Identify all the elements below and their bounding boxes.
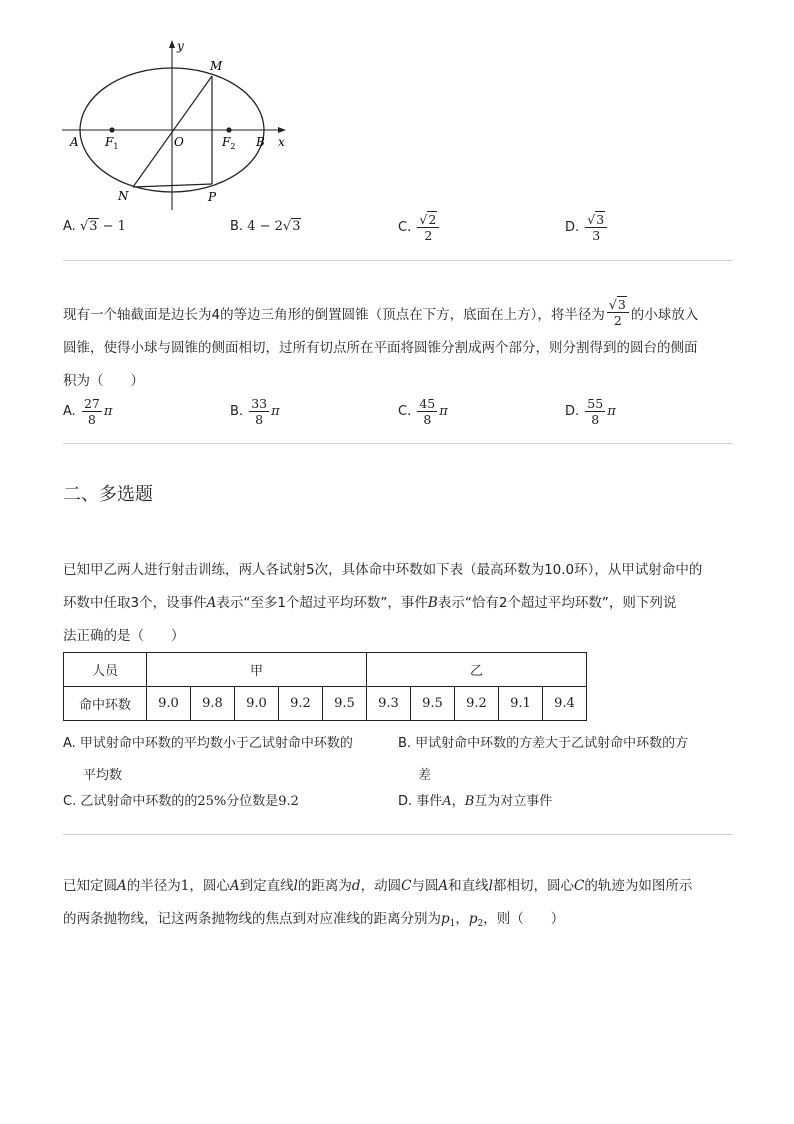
fraction: $\frac{27}{8}$ [83, 396, 100, 427]
q2-line-2: 圆锥，使得小球与圆锥的侧面相切，过所有切点所在平面将圆锥分割成两个部分，则分割得到的圆台的侧面 [63, 340, 698, 356]
option-math: 9.2 [278, 794, 299, 809]
divider [63, 443, 733, 444]
y-axis-arrow [169, 40, 175, 48]
option-math: B [464, 794, 475, 809]
divider [63, 834, 733, 835]
fraction: $\frac{55}{8}$ [587, 396, 604, 427]
table-header-cell: 乙 [367, 653, 587, 687]
label-m: M [210, 59, 223, 73]
pi-symbol: π [439, 404, 448, 419]
table-cell: 9.4 [543, 687, 587, 721]
table-header-row [64, 653, 587, 687]
pi-symbol: π [271, 404, 280, 419]
divider [63, 260, 733, 261]
table-cell: 9.0 [235, 687, 279, 721]
table-row-label: 命中环数 [64, 687, 147, 721]
pi-symbol: π [607, 404, 616, 419]
q3-stem [63, 554, 743, 653]
option-text: ， [451, 794, 465, 809]
option-text: 分位数是 [226, 794, 279, 809]
q2-option-c[interactable] [398, 396, 448, 427]
fraction: $\frac{√3}{3}$ [585, 212, 607, 243]
label-n: N [118, 189, 129, 203]
label-a: A [70, 135, 79, 149]
q3-line-3: 法正确的是（ ） [63, 628, 185, 644]
option-letter: C. [398, 220, 412, 235]
option-text: A. 甲试射命中环数的平均数小于乙试射命中环数的 [63, 736, 353, 751]
option-tail: − 1 [98, 219, 126, 234]
option-math: 25% [197, 794, 227, 809]
q1-option-d[interactable] [565, 212, 609, 243]
table-row [64, 687, 587, 721]
q2-text-2: 的小球放入 [630, 307, 699, 323]
score-table [63, 652, 587, 721]
fraction: $\frac{√2}{2}$ [417, 212, 439, 243]
option-text: 平均数 [83, 768, 123, 783]
q2-stem [63, 298, 743, 398]
q3-line-2: 环数中任取3个，设事件A表示“至多1个超过平均环数”，事件B表示“恰有2个超过平均环数”，则下列说 [63, 595, 677, 611]
q1-option-c[interactable] [398, 212, 441, 243]
table-cell: 9.3 [367, 687, 411, 721]
q1-option-b[interactable] [230, 219, 301, 234]
label-x: x [278, 135, 285, 149]
sqrt-expr: √3 [79, 219, 98, 234]
table-cell: 9.2 [455, 687, 499, 721]
ellipse-figure [60, 38, 300, 214]
option-math: A [442, 794, 452, 809]
label-p: P [208, 190, 217, 204]
label-y: y [177, 39, 184, 53]
q4-line-2: 的两条抛物线，记这两条抛物线的焦点到对应准线的距离分别为$p_1$，$p_2$，则（ ） [63, 911, 565, 929]
table-cell: 9.0 [147, 687, 191, 721]
table-cell: 9.1 [499, 687, 543, 721]
option-letter: D. [565, 220, 580, 235]
option-text: 差 [418, 768, 432, 783]
q1-option-a[interactable] [63, 219, 126, 234]
focus-f2-dot [226, 127, 231, 132]
q3-line-1: 已知甲乙两人进行射击训练，两人各试射5次，具体命中环数如下表（最高环数为10.0环），从甲试射命中的 [63, 562, 703, 578]
focus-f1-dot [109, 127, 114, 132]
pi-symbol: π [103, 404, 113, 419]
table-cell: 9.5 [323, 687, 367, 721]
option-text: D. 事件 [398, 794, 443, 809]
fraction: $\frac{33}{8}$ [251, 396, 268, 427]
q3-option-b[interactable] [398, 728, 688, 792]
q2-line-3: 积为（ ） [63, 373, 144, 389]
q3-option-a[interactable] [63, 728, 353, 792]
section-title: 二、多选题 [63, 484, 153, 505]
q2-option-a[interactable] [63, 396, 112, 427]
option-text: 互为对立事件 [474, 794, 553, 809]
option-letter: A. [63, 404, 76, 419]
label-b: B [256, 135, 265, 149]
q2-option-b[interactable] [230, 396, 280, 427]
label-o: O [174, 135, 184, 149]
q2-option-d[interactable] [565, 396, 616, 427]
table-header-cell: 甲 [147, 653, 367, 687]
radius-fraction: $\frac{√3}{2}$ [607, 297, 629, 328]
table-cell: 9.5 [411, 687, 455, 721]
table-cell: 9.2 [279, 687, 323, 721]
q3-option-c[interactable] [63, 792, 299, 812]
x-axis-arrow [278, 127, 286, 133]
sqrt-expr: √3 [282, 219, 301, 234]
option-text: C. 乙试射命中环数的的 [63, 794, 198, 809]
q3-option-d[interactable] [398, 792, 552, 812]
fraction: $\frac{45}{8}$ [419, 396, 436, 427]
option-head: 4 − 2 [247, 219, 283, 234]
q4-line-1: 已知定圆A的半径为1，圆心A到定直线l的距离为d，动圆C与圆A和直线l都相切，圆心C的轨迹为如图所示 [63, 878, 693, 894]
option-letter: B. [230, 219, 244, 234]
option-letter: A. [63, 219, 76, 234]
label-f2: $F_2$ [222, 135, 236, 151]
q2-text-1: 现有一个轴截面是边长为4的等边三角形的倒置圆锥（顶点在下方，底面在上方），将半径为 [63, 307, 605, 323]
option-letter: B. [230, 404, 244, 419]
option-letter: C. [398, 404, 412, 419]
table-cell: 9.8 [191, 687, 235, 721]
label-f1: $F_1$ [105, 135, 119, 151]
q4-stem [63, 870, 743, 941]
option-letter: D. [565, 404, 580, 419]
option-text: B. 甲试射命中环数的方差大于乙试射命中环数的方 [398, 736, 689, 751]
table-header-cell: 人员 [64, 653, 147, 687]
